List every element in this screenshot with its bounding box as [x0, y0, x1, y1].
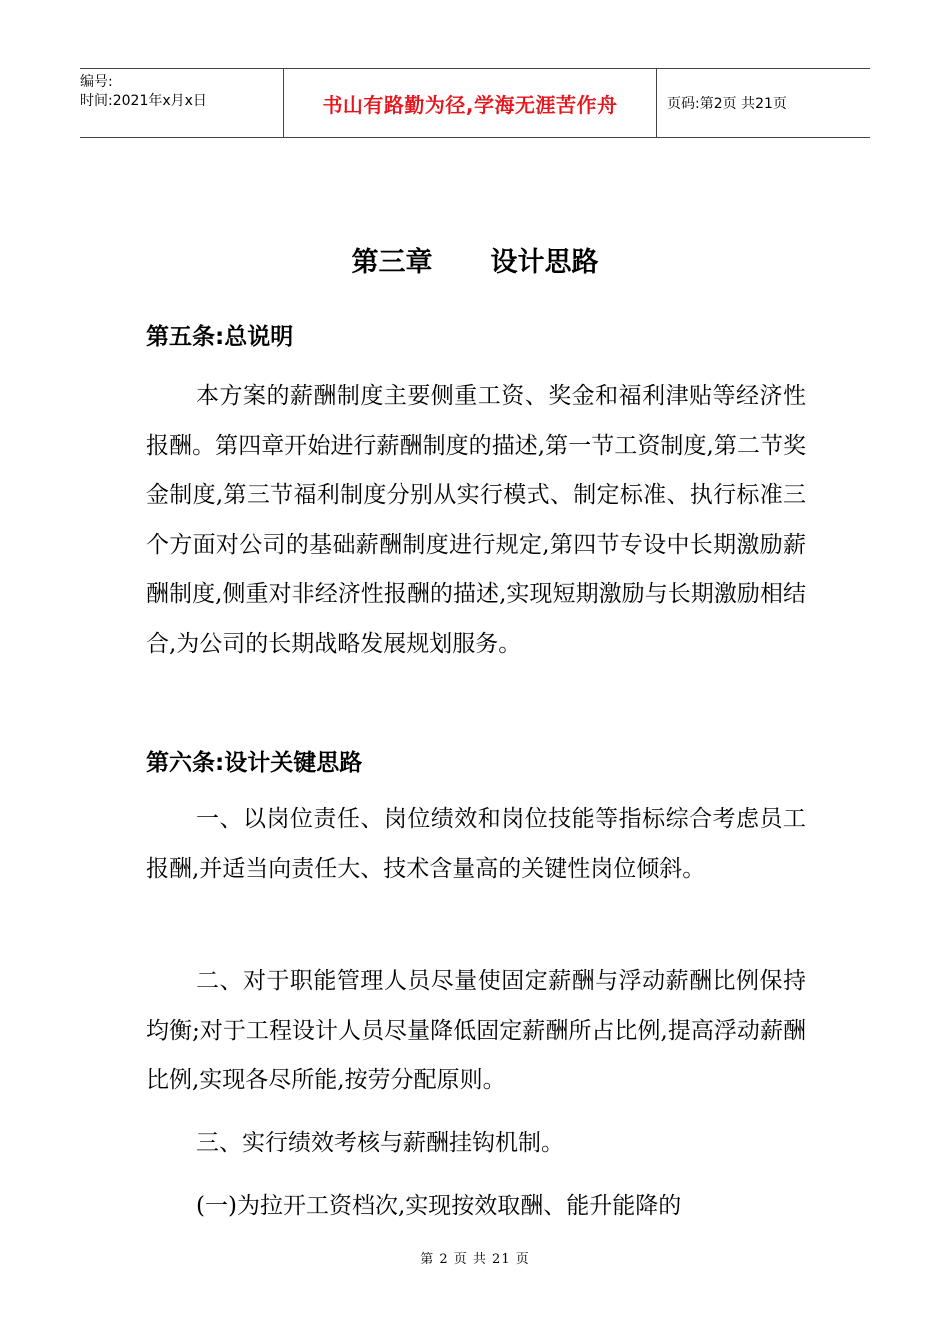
page-footer: 第 2 页 共 21 页	[420, 1252, 530, 1267]
chapter-name: 设计思路	[490, 247, 599, 278]
header-meta	[80, 69, 283, 137]
chapter-number: 第三章	[351, 247, 433, 278]
chapter-title	[0, 240, 950, 279]
article-5-heading: 第五条:总说明	[146, 324, 294, 350]
article-6-item-2: 二、对于职能管理人员尽量使固定薪酬与浮动薪酬比例保持均衡;对于工程设计人员尽量降低固定薪酬所占比例,提高浮动薪酬比例,实现各尽所能,按劳分配原则。	[146, 968, 806, 1093]
article-6-item-3: 三、实行绩效考核与薪酬挂钩机制。	[196, 1130, 564, 1156]
header-motto: 书山有路勤为径,学海无涯苦作舟	[283, 69, 657, 137]
document-time-label: 时间:2021年x月x日	[80, 93, 207, 109]
header-page-label: 页码:第2页 共21页	[667, 96, 787, 112]
article-6-heading: 第六条:设计关键思路	[146, 750, 363, 776]
document-number-label: 编号:	[80, 74, 113, 90]
article-6-item-3-sub-1: (一)为拉开工资档次,实现按效取酬、能升能降的	[196, 1193, 682, 1219]
document-header	[80, 68, 870, 138]
article-6-item-1: 一、以岗位责任、岗位绩效和岗位技能等指标综合考虑员工报酬,并适当向责任大、技术含量高的关键性岗位倾斜。	[146, 806, 806, 882]
article-5-body: 本方案的薪酬制度主要侧重工资、奖金和福利津贴等经济性报酬。第四章开始进行薪酬制度的描述,第一节工资制度,第二节奖金制度,第三节福利制度分别从实行模式、制定标准、执行标准三个方面对公司的基础薪酬制度进行规定,第四节专设中长期激励薪酬制度,侧重对非经济性报酬的描述,实现短期激励与长期激励相结合,为公司的长期战略发展规划服务。	[146, 383, 806, 657]
